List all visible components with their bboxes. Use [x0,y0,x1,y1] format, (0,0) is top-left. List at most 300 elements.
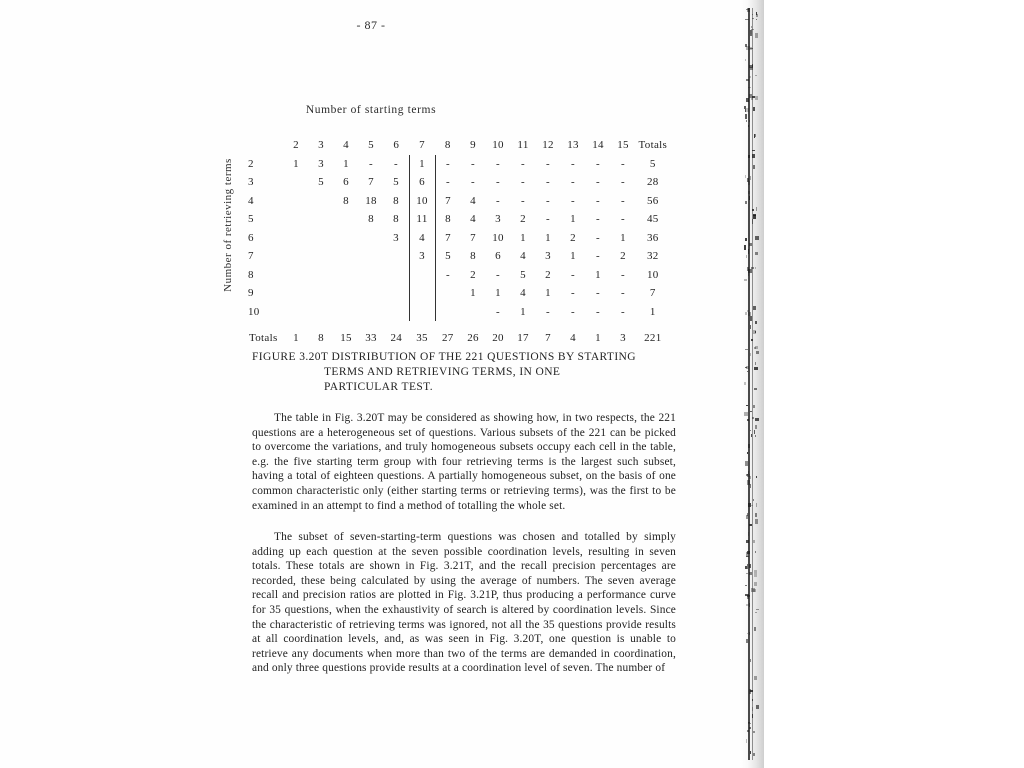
scan-speck [747,452,748,454]
table-cell [309,266,334,285]
scan-speck [745,594,749,596]
table-cell [461,303,486,322]
table-cell: - [596,305,601,318]
table-cell: - [621,287,626,300]
scan-speck [747,730,749,732]
corner-cell [246,136,284,155]
table-cell: 5 [393,176,399,189]
totals-cell: 3 [620,332,626,345]
totals-cell: 1 [293,332,299,345]
scan-speck [754,367,757,370]
scan-speck [745,114,747,118]
scan-speck [746,405,748,406]
table-cell: - [596,250,601,263]
column-header: 15 [617,139,629,152]
scan-speck [750,430,751,432]
table-cell: 7 [435,229,461,248]
table-cell [359,229,384,248]
totals-cell: 221 [644,332,662,345]
table-cell: - [596,231,601,244]
table-cell: 3 [545,250,551,263]
table-cell: 5 [520,268,526,281]
table-cell [334,229,359,248]
scan-speck [756,503,757,507]
table-cell [309,192,334,211]
table-cell: 32 [646,250,659,263]
table-row [246,173,670,192]
scan-speck [755,33,758,38]
table-cell: 36 [646,231,659,244]
body-paragraph-2 [252,530,676,676]
table-cell [309,247,334,266]
table-cell: - [571,157,576,170]
table-cell [359,303,384,322]
table-cell: 1 [409,155,435,174]
column-header: 9 [470,139,476,152]
scan-speck [749,524,752,526]
scan-speck [756,609,760,611]
scan-speck [748,125,749,127]
scan-speck [755,519,758,523]
column-header: Totals [638,139,668,152]
table-cell: - [596,287,601,300]
table-cell: 8 [343,194,349,207]
table-cell: - [546,176,551,189]
body-paragraph-1 [252,411,676,513]
scan-speck [754,676,757,680]
table-cell: 45 [646,213,659,226]
scan-speck [752,219,753,224]
scan-speck [746,573,748,574]
scan-speck [751,29,754,30]
table-cell: - [571,268,576,281]
scan-speck [754,573,757,577]
table-cell: 4 [409,229,435,248]
scan-speck [755,252,757,255]
scan-speck [750,659,751,662]
scan-speck [748,269,752,273]
scan-speck [753,540,755,543]
table-cell: 1 [545,287,551,300]
table-cell [334,266,359,285]
table-cell [284,210,309,229]
scan-speck [750,411,753,412]
column-header: 13 [567,139,579,152]
scan-speck [746,366,749,369]
scan-speck [746,639,748,643]
table-cell: 3 [495,213,501,226]
table-cell: - [546,213,551,226]
column-header: 5 [368,139,374,152]
scan-speck [748,101,749,103]
table-cell [284,173,309,192]
table-cell: - [546,305,551,318]
scan-speck [756,476,758,478]
scan-speck [752,714,753,717]
scan-speck [749,120,751,122]
table-cell: - [521,157,526,170]
scan-speck [752,18,754,19]
totals-cell: 17 [517,332,529,345]
table-cell: - [596,157,601,170]
scan-speck [746,739,747,743]
table-row [246,266,670,285]
table-cell: - [546,157,551,170]
table-cell: 8 [368,213,374,226]
totals-cell: 20 [492,332,504,345]
table-cell: 7 [368,176,374,189]
scan-speck [745,19,748,20]
table-cell [309,284,334,303]
scan-speck [748,503,751,507]
totals-cell: 7 [545,332,551,345]
table-cell [435,303,461,322]
scan-speck [750,751,751,754]
table-cell [359,247,384,266]
scan-speck [755,418,759,421]
column-header: 6 [393,139,400,152]
scan-speck [748,312,751,316]
totals-cell: 33 [365,332,377,345]
table-cell: - [496,305,501,318]
table-cell [334,210,359,229]
table-cell: 6 [409,173,435,192]
table-cell: 4 [520,250,526,263]
figure-caption-line2: TERMS AND RETRIEVING TERMS, IN ONE [324,366,561,378]
scan-speck [753,731,756,733]
scan-speck [745,585,747,587]
scan-speck [753,306,756,310]
scan-speck [749,572,752,575]
table-cell: - [471,157,476,170]
table-cell [284,284,309,303]
table-cell: 1 [649,305,656,318]
scan-speck [746,79,749,81]
scan-speck [755,331,756,332]
table-cell: 1 [520,305,526,318]
table-cell: 11 [409,210,435,229]
scan-speck [749,243,752,246]
scan-speck [752,154,755,158]
row-header: 3 [248,176,254,189]
scan-speck [745,59,746,61]
table-cell [409,284,435,303]
totals-cell: 35 [416,332,428,345]
table-cell [435,284,461,303]
scan-speck [752,14,753,16]
scan-speck [753,107,755,111]
scan-speck [748,155,750,158]
column-header: 10 [492,139,504,152]
table-cell [334,303,359,322]
scan-speck [749,564,751,569]
table-cell: 1 [545,231,551,244]
table-cell: - [546,194,551,207]
paragraph-1-text: The table in Fig. 3.20T may be considered as showing how, in two respects, the 221 questions are a heterogeneous set of questions. Various subsets of the 221 can be picked to overcome the variations, and truly homogeneous subsets occupy each cell in the table, e.g. the five starting term group with four retrieving terms is the largest such subset, having a total of eighteen questions. A partially homogeneous subset, on the basis of one common characteristic only (either starting terms or retrieving terms), was the first to be examined in an attempt to find a method of totalling the whole set. [252,412,676,512]
scan-speck [746,515,748,519]
table-cell: 2 [620,250,626,263]
scan-speck [749,196,751,200]
table-cell [284,303,309,322]
scan-speck [755,513,757,517]
scan-speck [744,382,746,385]
scan-speck [755,551,756,553]
column-header: 2 [293,139,299,152]
table-cell: 2 [545,268,551,281]
table-cell: 3 [318,157,324,170]
scan-speck [750,325,751,329]
scan-speck [755,134,756,137]
table-cell [384,284,410,303]
table-cell: 10 [492,231,504,244]
distribution-table [246,136,676,348]
scan-speck [746,540,749,543]
table-cell: - [369,157,374,170]
row-header: 9 [248,287,254,300]
table-cell: 1 [343,157,349,170]
scan-speck [748,444,750,448]
scan-speck [748,249,749,253]
scan-speck [747,419,749,420]
table-cell [309,229,334,248]
table-cell: 1 [570,213,576,226]
table-cell [384,247,410,266]
scan-speck [746,108,749,111]
scan-speck [752,96,755,99]
totals-cell: 8 [318,332,324,345]
matrix-table [246,136,670,348]
scan-speck [752,699,753,701]
scan-speck [752,417,754,419]
table-cell: 1 [520,231,526,244]
row-header: 5 [248,213,254,226]
blank-margin [764,0,1024,768]
row-header: 6 [248,231,254,244]
scan-speck [756,14,758,17]
table-cell [284,247,309,266]
scan-speck [745,349,748,350]
table-cell [284,229,309,248]
scan-speck [756,19,757,21]
table-cell: 2 [570,231,576,244]
totals-cell: 15 [340,332,352,345]
scan-speck [755,236,758,239]
table-cell [309,210,334,229]
table-cell: 10 [409,192,435,211]
scan-speck [751,339,753,342]
column-header: 14 [592,139,604,152]
table-row [246,284,670,303]
scan-speck [748,532,749,536]
scan-speck [753,214,757,217]
table-cell: 1 [293,157,299,170]
scan-speck [750,48,752,49]
table-cell: - [521,176,526,189]
row-header: 8 [248,268,254,281]
table-cell [409,303,435,322]
scan-speck [747,371,748,372]
scan-speck [747,474,748,475]
scan-speck [754,430,756,434]
table-cell: 3 [409,247,435,266]
table-cell: - [621,213,626,226]
scan-speck [753,589,756,593]
scan-speck [745,566,747,569]
column-header: 12 [542,139,554,152]
scan-speck [752,209,754,210]
scan-speck [749,632,750,634]
scan-speck [754,627,756,631]
totals-cell: 1 [595,332,601,345]
table-cell: 1 [495,287,501,300]
scan-speck [749,689,752,693]
scan-speck [752,64,753,67]
scan-speck [750,176,751,180]
table-cell: 4 [470,194,476,207]
table-row [246,210,670,229]
totals-row [246,329,670,348]
scan-speck [751,434,752,436]
table-cell: - [621,194,626,207]
totals-cell: 24 [390,332,403,345]
scan-speck [755,425,757,429]
scan-speck [751,505,753,506]
table-cell [409,266,435,285]
table-cell: - [571,305,576,318]
totals-cell: 4 [570,332,576,345]
scan-speck [745,44,747,48]
scan-speck [750,484,751,488]
table-cell: - [435,155,461,174]
table-cell: 2 [520,213,526,226]
column-header: 3 [318,139,324,152]
table-cell [359,284,384,303]
scan-speck [750,34,752,36]
table-row [246,192,670,211]
scan-speck [750,353,751,356]
table-cell: - [571,176,576,189]
table-cell [309,303,334,322]
table-cell: - [596,194,601,207]
page-number: - 87 - [356,18,386,32]
table-cell: - [621,305,626,318]
table-cell: 6 [495,250,501,263]
totals-cell: 26 [467,332,479,345]
scan-speck [754,388,757,390]
totals-cell: 27 [441,332,454,345]
scan-speck [754,570,757,573]
table-cell: 7 [649,287,656,300]
table-cell: 8 [393,213,399,226]
scan-speck [748,723,751,724]
table-spacer-row [246,321,670,329]
column-header: 7 [419,139,425,152]
table-cell: 2 [470,268,476,281]
row-header: 4 [248,194,254,207]
scan-speck [753,165,755,169]
table-row-axis-label [222,0,234,292]
row-header: 2 [248,157,254,170]
scan-speck [744,279,747,282]
table-cell: - [496,194,501,207]
table-cell: - [496,268,501,281]
table-row [246,303,670,322]
scan-speck [755,612,757,613]
table-cell [334,247,359,266]
table-cell: 5 [649,157,656,170]
table-cell: 1 [620,231,626,244]
scan-speck [756,207,757,211]
matrix-header [246,136,670,155]
scan-speck [746,120,747,122]
table-row-axis-label-text: Number of retrieving terms [222,158,234,292]
table-cell: - [496,176,501,189]
scan-speck [745,201,747,204]
table-header-row [246,136,670,155]
table-cell: 1 [595,268,601,281]
figure-label: FIGURE 3.20T [252,351,329,363]
scan-speck [755,346,758,349]
table-cell [359,266,384,285]
table-cell: 4 [470,213,476,226]
table-cell [284,266,309,285]
table-cell: 3 [393,231,399,244]
scan-speck [749,727,750,729]
scan-speck [747,564,749,568]
row-header: 10 [248,305,260,318]
scan-speck [747,551,750,553]
scan-speck [747,8,749,12]
scan-speck [749,603,750,607]
table-row [246,247,670,266]
row-header: 7 [248,250,254,263]
table-cell [284,192,309,211]
scan-speck [744,412,747,416]
scan-speck [748,191,750,194]
table-cell: 18 [365,194,377,207]
scan-speck [745,312,746,314]
column-header: 8 [444,139,451,152]
scan-speck [745,238,747,241]
table-cell: - [571,194,576,207]
scan-speck [752,707,753,711]
scan-speck [750,316,752,321]
table-cell: - [394,157,399,170]
table-cell: 1 [570,250,576,263]
table-cell: - [496,157,501,170]
scan-artifacts [744,0,760,768]
scan-speck [755,321,757,325]
scan-speck [747,178,749,182]
table-column-axis-label: Number of starting terms [305,104,437,116]
table-cell: 1 [470,287,476,300]
paragraph-2-text: The subset of seven-starting-term questions was chosen and totalled by simply adding up each question at the seven possible coordination levels, resulting in seven totals. These totals are shown in Fig. 3.21T, and the recall precision percentages are recorded, these being calculated by using the average of numbers. The seven average recall and precision ratios are plotted in Fig. 3.21P, thus producing a performance curve for 35 questions, when the exhaustivity of search is altered by coordination levels. Since the characteristic of retrieving terms was ignored, not all the 35 questions provide results at all coordination levels, and, as was seen in Fig. 3.20T, one question is unable to retrieve any documents when more than two of the terms are demanded in coordination, and only three questions provide results at a coordination level of seven. The number of [252,531,676,675]
figure-caption [252,350,672,395]
table-cell [334,284,359,303]
table-cell: 5 [318,176,324,189]
scan-speck [746,255,747,257]
scan-speck [755,75,757,76]
totals-label: Totals [249,332,278,345]
table-cell: - [596,176,601,189]
table-cell: - [571,287,576,300]
table-cell: 8 [470,250,476,263]
figure-caption-line3: PARTICULAR TEST. [324,381,434,393]
scan-speck [745,175,746,178]
scan-speck [755,435,756,436]
scan-speck [755,362,757,365]
table-cell: - [621,268,626,281]
